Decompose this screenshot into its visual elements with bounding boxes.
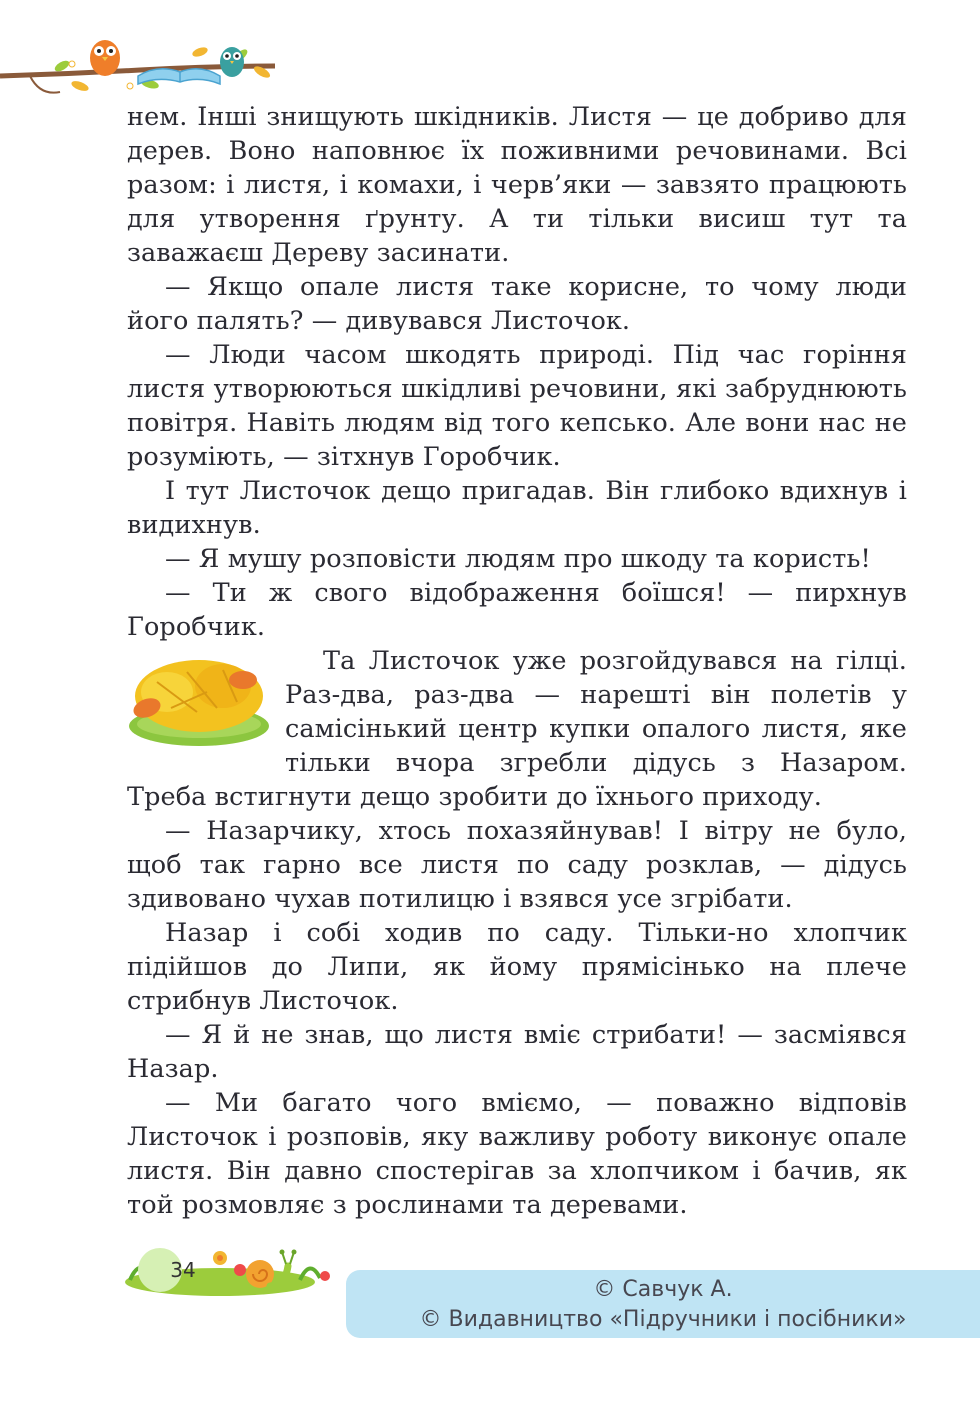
copyright-author: © Савчук А. xyxy=(593,1277,733,1302)
leaf-pile-illustration xyxy=(127,652,275,748)
paragraph: — Я мушу розповісти людям про шкоду та користь! xyxy=(165,544,871,574)
paragraph: — Люди часом шкодять природі. Під час горіння листя утворюються шкідливі речовини, які забруднюють повітря. Навіть людям від того кепсько. Але вони нас не розуміють, — зітхнув Горобчик. xyxy=(127,340,907,472)
branch-owls-book-illustration xyxy=(0,36,280,102)
copyright-publisher: © Видавництво «Підручники і посібники» xyxy=(419,1307,907,1332)
copyright-banner xyxy=(346,1270,980,1338)
paragraph: І тут Листочок дещо пригадав. Він глибоко вдихнув і видихнув. xyxy=(127,476,907,540)
paragraph: — Ти ж свого відображення боїшся! — пирхнув Горобчик. xyxy=(127,578,907,642)
paragraph: — Якщо опале листя таке корисне, то чому люди його палять? — дивувався Листочок. xyxy=(127,272,907,336)
paragraph: — Я й не знав, що листя вміє стрибати! — засміявся Назар. xyxy=(127,1020,907,1084)
paragraph: — Назарчику, хтось похазяйнував! І вітру не було, щоб так гарно все листя по саду розклав, — дідусь здивовано чухав потилицю і взявся усе згрібати. xyxy=(127,816,907,914)
grass-snail-illustration xyxy=(120,1236,335,1306)
paragraph: Та Листочок уже розгойдувався на гілці. Раз-два, раз-два — нарешті він полетів у самісінький центр купки опалого листя, яке тільки вчора згребли дідусь з Назаром. Треба встигнути дещо зробити до їхнього приходу. xyxy=(127,646,907,812)
paragraph: Назар і собі ходив по саду. Тільки-но хлопчик підійшов до Липи, як йому прямісінько на плече стрибнув Листочок. xyxy=(127,918,907,1016)
paragraph: нем. Інші знищують шкідників. Листя — це добриво для дерев. Воно наповнює їх поживними речовинами. Всі разом: і листя, і комахи, і черв’яки — завзято працюють для утворення ґрунту. А ти тільки висиш тут та заважаєш Дереву засинати. xyxy=(127,102,907,268)
page-number: 34 xyxy=(170,1258,196,1282)
story-text xyxy=(127,100,907,1222)
paragraph: — Ми багато чого вміємо, — поважно відповів Листочок і розповів, яку важливу роботу виконує опале листя. Він давно спостерігав за хлопчиком і бачив, як той розмовляє з рослинами та деревами. xyxy=(127,1088,907,1220)
